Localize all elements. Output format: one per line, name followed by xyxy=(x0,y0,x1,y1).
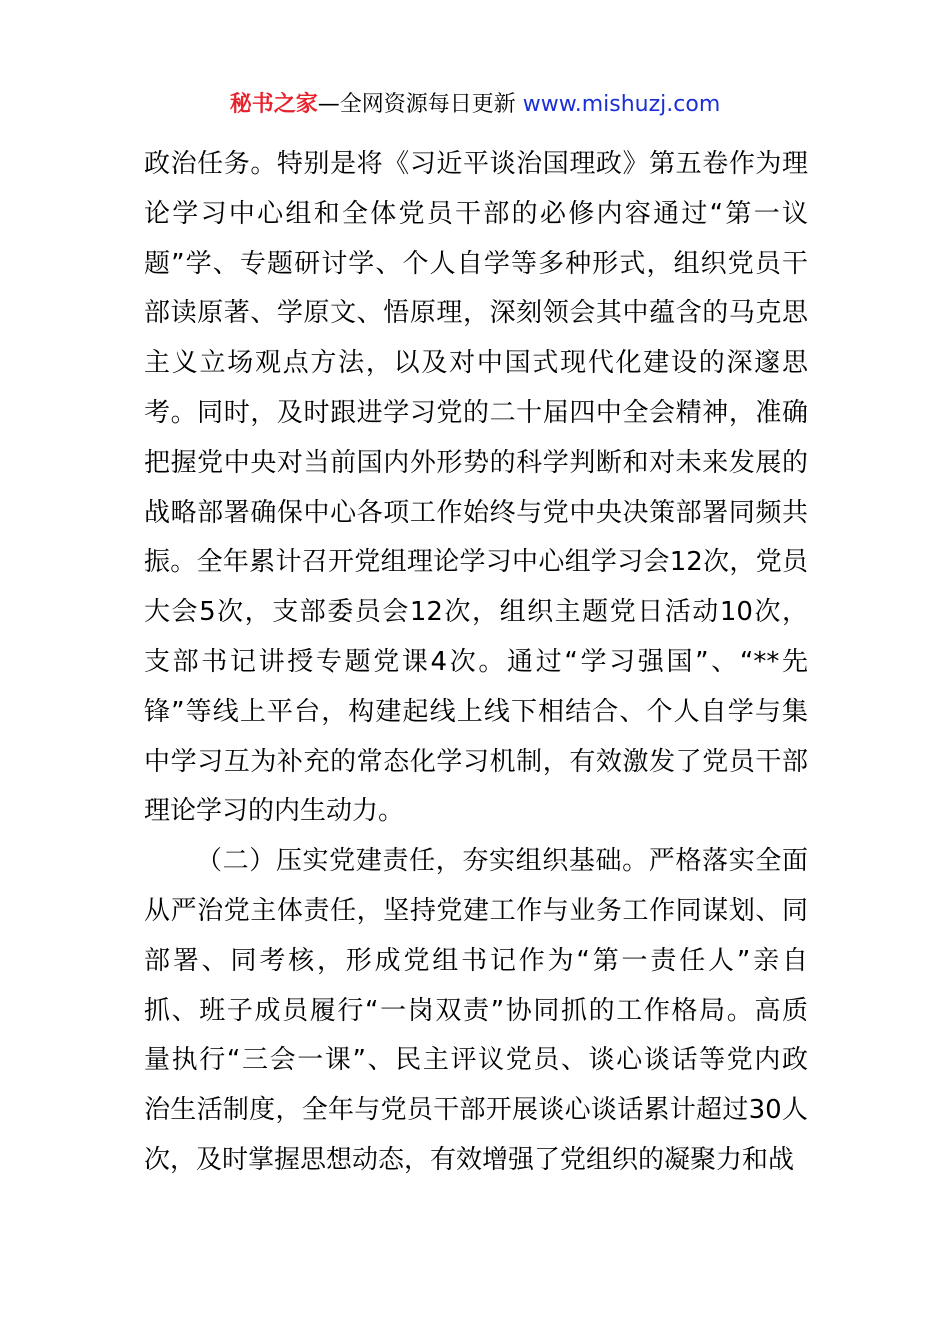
text-line: 锋”等线上平台，构建起线上线下相结合、个人自学与集 xyxy=(144,696,808,727)
text-line: 部署、同考核，形成党组书记作为“第一责任人”亲自 xyxy=(144,945,808,976)
header-tagline: —全网资源每日更新 xyxy=(317,92,523,117)
text-line: （二）压实党建责任，夯实组织基础。严格落实全面 xyxy=(196,846,808,877)
text-line: 主义立场观点方法，以及对中国式现代化建设的深邃思 xyxy=(144,348,808,379)
text-line: 战略部署确保中心各项工作始终与党中央决策部署同频共 xyxy=(144,497,808,528)
text-line: 把握党中央对当前国内外形势的科学判断和对未来发展的 xyxy=(144,447,808,478)
text-line: 振。全年累计召开党组理论学习中心组学习会12次，党员 xyxy=(144,547,808,578)
site-url-link[interactable]: www.mishuzj.com xyxy=(522,92,721,117)
text-line: 题”学、专题研讨学、个人自学等多种形式，组织党员干 xyxy=(144,248,808,279)
text-line: 从严治党主体责任，坚持党建工作与业务工作同谋划、同 xyxy=(144,895,808,926)
text-line: 中学习互为补充的常态化学习机制，有效激发了党员干部 xyxy=(144,746,808,777)
page-header xyxy=(0,88,950,122)
text-line: 论学习中心组和全体党员干部的必修内容通过“第一议 xyxy=(144,198,808,229)
brand-name: 秘书之家 xyxy=(229,92,318,117)
text-line: 理论学习的内生动力。 xyxy=(144,796,405,827)
text-line: 抓、班子成员履行“一岗双责”协同抓的工作格局。高质 xyxy=(144,995,808,1026)
text-line: 政治任务。特别是将《习近平谈治国理政》第五卷作为理 xyxy=(144,149,808,179)
text-line: 考。同时，及时跟进学习党的二十届四中全会精神，准确 xyxy=(144,397,808,428)
paragraph xyxy=(144,837,808,1186)
text-line: 支部书记讲授专题党课4次。通过“学习强国”、“**先 xyxy=(144,646,808,677)
document-body xyxy=(144,140,808,1186)
text-line: 部读原著、学原文、悟原理，深刻领会其中蕴含的马克思 xyxy=(144,298,808,329)
paragraph xyxy=(144,140,808,837)
text-line: 治生活制度，全年与党员干部开展谈心谈话累计超过30人 xyxy=(144,1095,808,1126)
text-line: 量执行“三会一课”、民主评议党员、谈心谈话等党内政 xyxy=(144,1045,808,1076)
text-line: 次，及时掌握思想动态，有效增强了党组织的凝聚力和战 xyxy=(144,1144,795,1175)
text-line: 大会5次，支部委员会12次，组织主题党日活动10次， xyxy=(144,597,808,628)
